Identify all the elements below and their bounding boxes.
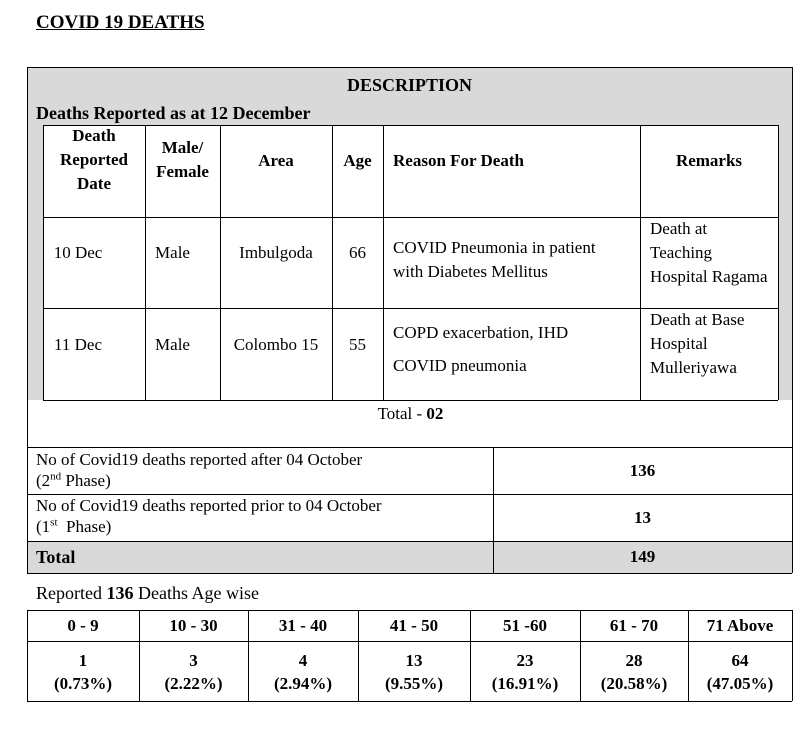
grand-total-label: Total	[36, 547, 76, 567]
age-range-51-60: 51 -60	[503, 616, 547, 635]
row2-remarks: Death at Base Hospital Mulleriyawa	[650, 310, 745, 377]
age-count-41-50: 13 (9.55%)	[384, 651, 444, 693]
description-header: DESCRIPTION	[346, 75, 473, 95]
age-count-61-70: 28 (20.58%)	[600, 651, 668, 693]
deaths-reported-label: Deaths Reported as at 12 December	[36, 103, 311, 123]
row2-sex: Male	[155, 335, 190, 354]
age-wise-title: Reported 136 Deaths Age wise	[36, 583, 259, 603]
col-header-area: Area	[258, 151, 294, 170]
deaths-total: Total - 02	[377, 404, 444, 423]
row1-remarks: Death at Teaching Hospital Ragama	[650, 219, 768, 286]
phase1-label: No of Covid19 deaths reported prior to 04 October (1st Phase)	[36, 496, 382, 536]
phase2-value: 136	[629, 461, 656, 480]
col-header-age: Age	[343, 151, 372, 170]
age-range-61-70: 61 - 70	[609, 616, 659, 635]
phase2-label: No of Covid19 deaths reported after 04 October (2nd Phase)	[36, 450, 363, 490]
row1-age: 66	[349, 243, 366, 262]
row2-date: 11 Dec	[54, 335, 102, 354]
right-gray-strip	[778, 125, 792, 400]
age-range-41-50: 41 - 50	[389, 616, 439, 635]
row2-reason-line1: COPD exacerbation, IHD	[393, 323, 569, 342]
row2-reason-line2: COVID pneumonia	[393, 356, 527, 375]
age-range-31-40: 31 - 40	[278, 616, 328, 635]
row1-sex: Male	[155, 243, 190, 262]
row2-area: Colombo 15	[233, 335, 319, 354]
col-header-remarks: Remarks	[675, 151, 743, 170]
page-title: COVID 19 DEATHS	[36, 12, 205, 33]
col-header-date: Death Reported Date	[60, 126, 128, 193]
age-count-31-40: 4 (2.94%)	[273, 651, 333, 693]
col-header-reason: Reason For Death	[393, 151, 524, 170]
row1-area: Imbulgoda	[239, 243, 313, 262]
left-gray-strip	[27, 125, 43, 400]
age-count-51-60: 23 (16.91%)	[491, 651, 559, 693]
age-count-71-above: 64 (47.05%)	[706, 651, 774, 693]
row1-reason: COVID Pneumonia in patient with Diabetes Mellitus	[393, 238, 596, 281]
age-count-0-9: 1 (0.73%)	[53, 651, 113, 693]
phase1-value: 13	[634, 508, 651, 527]
grand-total-value: 149	[629, 547, 656, 566]
age-range-71-above: 71 Above	[706, 616, 774, 635]
age-range-0-9: 0 - 9	[67, 616, 99, 635]
col-header-sex: Male/ Female	[156, 138, 209, 181]
row1-date: 10 Dec	[53, 243, 103, 262]
row2-age: 55	[349, 335, 366, 354]
age-count-10-30: 3 (2.22%)	[164, 651, 223, 693]
age-range-10-30: 10 - 30	[169, 616, 218, 635]
